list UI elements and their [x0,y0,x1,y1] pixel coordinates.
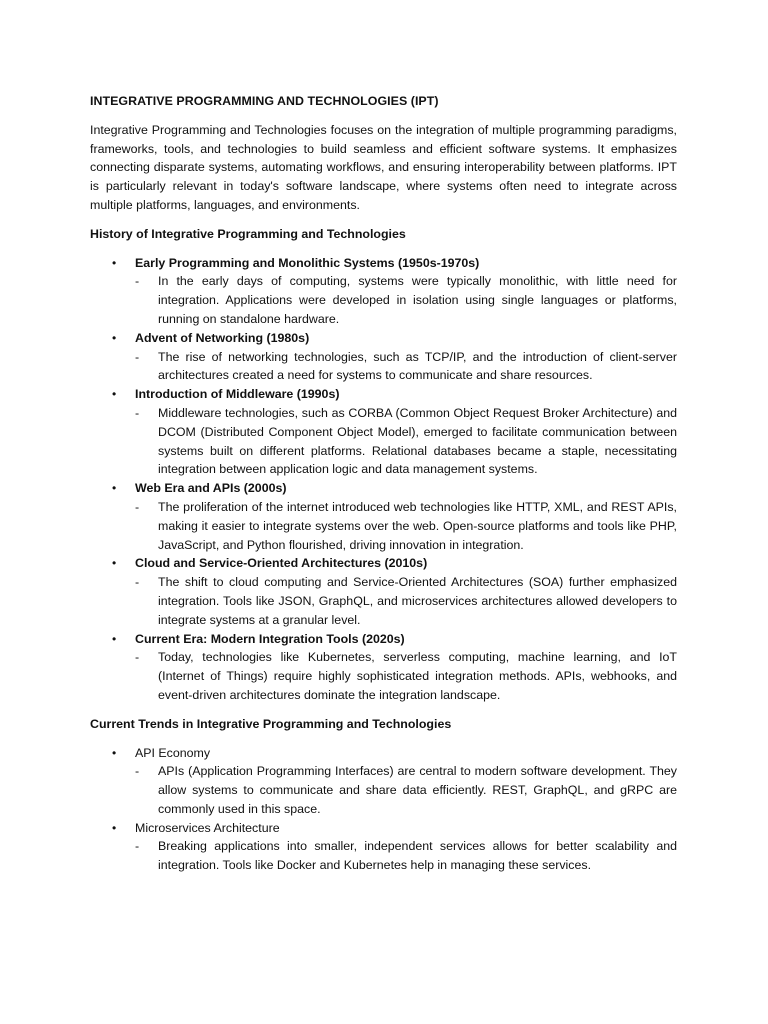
history-item-detail [135,272,677,328]
detail-text: Today, technologies like Kubernetes, serverless computing, machine learning, and IoT (Internet of Things) require highly sophisticated integration methods. APIs, webhooks, and event-driven architectures dominate the integration landscape. [158,650,677,702]
dash-icon: - [135,274,140,289]
bullet-icon: • [112,820,117,835]
bullet-icon: • [112,387,117,402]
bullet-icon: • [112,745,117,760]
trend-item-detail [135,837,677,875]
list-item [90,385,677,479]
detail-text: Breaking applications into smaller, independent services allows for better scalability and integration. Tools like Docker and Kubernetes help in managing these services. [158,839,677,873]
detail-text: In the early days of computing, systems were typically monolithic, with little need for integration. Applications were developed in isolation using single languages or platforms, running on standalone hardware. [158,274,677,326]
bullet-icon: • [112,330,117,345]
history-item-detail [135,648,677,704]
history-item-title: Web Era and APIs (2000s) [135,481,287,496]
document-title: INTEGRATIVE PROGRAMMING AND TECHNOLOGIES (IPT) [90,94,439,108]
list-item [90,744,677,819]
history-item-title: Advent of Networking (1980s) [135,330,310,345]
detail-text: Middleware technologies, such as CORBA (Common Object Request Broker Architecture) and DCOM (Distributed Component Object Model), emerged to facilitate communication between systems built on different platforms. Relational databases became a staple, necessitating integration between application logic and data management systems. [158,405,677,477]
dash-icon: - [135,349,140,364]
list-item [90,329,677,385]
history-item-title: Cloud and Service-Oriented Architectures (2010s) [135,556,428,571]
history-item-title: Current Era: Modern Integration Tools (2020s) [135,631,405,646]
dash-icon: - [135,575,140,590]
list-item [90,819,677,875]
detail-text: The shift to cloud computing and Service-Oriented Architectures (SOA) further emphasized integration. Tools like JSON, GraphQL, and microservices architectures allowed developers to integrate systems at a granular level. [158,575,677,627]
dash-icon: - [135,839,140,854]
document-page [90,92,677,885]
trends-list [90,744,677,876]
detail-text: The rise of networking technologies, such as TCP/IP, and the introduction of client-server architectures created a need for systems to communicate and share resources. [158,349,677,383]
dash-icon: - [135,764,140,779]
dash-icon: - [135,650,140,665]
trend-item-title: API Economy [135,745,211,760]
detail-text: The proliferation of the internet introduced web technologies like HTTP, XML, and REST APIs, making it easier to integrate systems over the web. Open-source platforms and tools like PHP, JavaScript, and Python flourished, driving innovation in integration. [158,499,677,552]
history-item-detail [135,348,677,386]
intro-paragraph: Integrative Programming and Technologies focuses on the integration of multiple programming paradigms, frameworks, tools, and technologies to build seamless and efficient software systems. It emphasizes connecting disparate systems, automating workflows, and ensuring interoperability between platforms. IPT is particularly relevant in today's software landscape, where systems often need to integrate across multiple platforms, languages, and environments. [90,122,677,212]
bullet-icon: • [112,255,117,270]
dash-icon: - [135,499,140,514]
bullet-icon: • [112,631,117,646]
history-item-title: Early Programming and Monolithic Systems (1950s-1970s) [135,255,480,270]
trend-item-title: Microservices Architecture [135,820,280,835]
trends-heading: Current Trends in Integrative Programming and Technologies [90,716,452,731]
trend-item-detail [135,762,677,818]
history-heading: History of Integrative Programming and Technologies [90,226,406,241]
bullet-icon: • [112,556,117,571]
list-item [90,479,677,554]
list-item [90,630,677,705]
history-item-detail [135,404,677,479]
detail-text: APIs (Application Programming Interfaces) are central to modern software development. They allow systems to communicate and share data efficiently. REST, GraphQL, and gRPC are commonly used in this space. [158,764,677,816]
list-item [90,554,677,629]
dash-icon: - [135,405,140,420]
bullet-icon: • [112,481,117,496]
list-item [90,254,677,329]
history-list [90,254,677,705]
history-item-title: Introduction of Middleware (1990s) [135,387,340,402]
history-item-detail [135,573,677,629]
history-item-detail [135,498,677,554]
